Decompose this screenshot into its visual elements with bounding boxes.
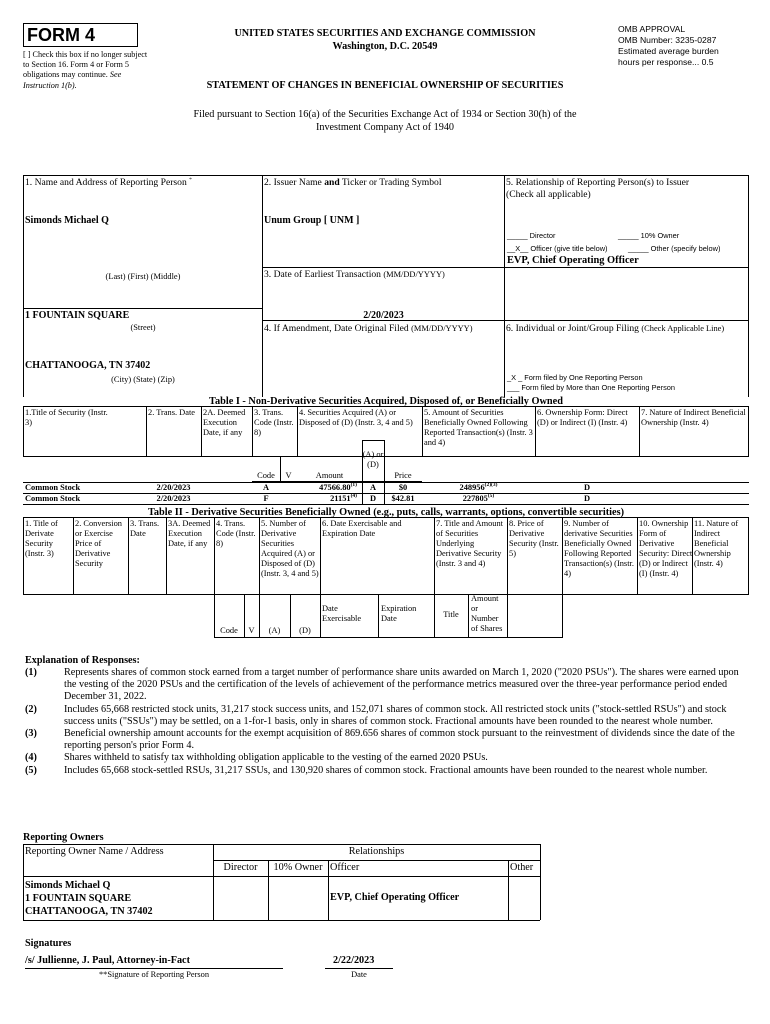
table2-title: Table II - Derivative Securities Beneficially Owned (e.g., puts, calls, warrants, options, convertible securities): [147, 507, 625, 518]
owners-col-officer: Officer: [330, 862, 360, 873]
signer-label: **Signature of Reporting Person: [98, 970, 210, 979]
t1-sub-ad: (A) or (D): [362, 450, 384, 469]
t2-col-price: 8. Price of Derivative Security (Instr. 5): [509, 519, 559, 558]
reporting-owners-title: Reporting Owners: [23, 832, 104, 843]
t2-col-trans-code: 4. Trans. Code (Instr. 8): [216, 519, 256, 548]
owners-col-director: Director: [223, 862, 258, 873]
t2-sub-d: (D): [299, 626, 311, 635]
table1-title: Table I - Non-Derivative Securities Acquired, Disposed of, or Beneficially Owned: [209, 396, 563, 407]
owner-officer-title: EVP, Chief Operating Officer: [330, 892, 460, 903]
t2-col-underlying: 7. Title and Amount of Securities Underlying Derivative Security (Instr. 3 and 4): [436, 519, 504, 568]
list-item: (1) Represents shares of common stock earned from a target number of performance share units awarded on March 1, 2020 ("2020 PSUs"). The shares were earned upon the vesting of the 2020 PSUs and the certification of the levels of achievement of the performance metrics measured over the three-year performance period ended December 31, 2022.: [25, 667, 739, 703]
owner-address: Simonds Michael Q 1 FOUNTAIN SQUARE CHATTANOOGA, TN 37402: [25, 880, 153, 917]
t2-col-trans-date: 3. Trans. Date: [130, 519, 160, 538]
t2-col-ownership-form: 10. Ownership Form of Derivative Security: Direct (D) or Indirect (I) (Instr. 4): [639, 519, 693, 578]
owners-col-name: Reporting Owner Name / Address: [25, 846, 164, 857]
t2-sub-amount: Amount or Number of Shares: [471, 594, 503, 633]
omb-approval: OMB APPROVAL OMB Number: 3235-0287 Estimated average burden hours per response... 0.5: [618, 24, 719, 67]
t2-sub-a: (A): [268, 626, 281, 635]
date-label: Date: [351, 970, 367, 979]
explanation-list: [25, 667, 750, 777]
t1-col-nature: 7. Nature of Indirect Beneficial Ownership (Instr. 4): [641, 408, 746, 427]
box2-label: 2. Issuer Name and Ticker or Trading Symbol: [264, 177, 442, 188]
t2-col-deemed-date: 3A. Deemed Execution Date, if any: [168, 519, 211, 548]
list-item: (4) Shares withheld to satisfy tax withholding obligation applicable to the vesting of the earned 2020 PSUs.: [25, 752, 488, 764]
t2-col-number: 5. Number of Derivative Securities Acquired (A) or Disposed of (D) (Instr. 3, 4 and 5): [261, 519, 319, 578]
t2-col-nature: 11. Nature of Indirect Beneficial Ownership (Instr. 4): [694, 519, 739, 568]
t2-sub-exercisable: Date Exercisable: [322, 604, 362, 623]
t1-col-trans-date: 2. Trans. Date: [148, 408, 195, 417]
t1-col-amount-owned: 5. Amount of Securities Beneficially Owned Following Reported Transaction(s) (Instr. 3 and 4): [424, 408, 533, 447]
t1-col-deemed-date: 2A. Deemed Execution Date, if any: [203, 408, 246, 437]
reporting-person-city: CHATTANOOGA, TN 37402: [25, 360, 151, 371]
t1-col-trans-code: 3. Trans. Code (Instr. 8): [254, 408, 294, 437]
t1-sub-code: Code: [257, 471, 275, 480]
signature-date: 2/22/2023: [333, 955, 375, 966]
t1-col-title: 1.Title of Security (Instr. 3): [25, 408, 108, 427]
list-item: (2) Includes 65,668 restricted stock units, 31,217 stock success units, and 152,071 shares of common stock. All restricted stock units ("stock-settled RSUs") and stock success units ("SSUs") may be settled, on a 1-for-1 basis, only in shares of common stock. Fractional amounts have been rounded to the nearest whole number.: [25, 703, 727, 727]
officer-option: __X__ Officer (give title below): [507, 244, 608, 253]
t1-col-ownership-form: 6. Ownership Form: Direct (D) or Indirect (I) (Instr. 4): [537, 408, 628, 427]
t1-sub-v: V: [285, 471, 292, 480]
t1-col-securities: 4. Securities Acquired (A) or Disposed of (D) (Instr. 3, 4 and 5): [299, 408, 413, 427]
filing-option-multiple: ___ Form filed by More than One Reporting Person: [507, 383, 676, 392]
agency-city: Washington, D.C. 20549: [332, 41, 438, 52]
box1-label: 1. Name and Address of Reporting Person *: [25, 176, 192, 188]
t2-col-title: 1. Title of Derivate Security (Instr. 3): [25, 519, 58, 558]
t2-sub-expiration: Expiration Date: [381, 604, 417, 623]
ten-percent-option: _____ 10% Owner: [618, 231, 680, 240]
t1-sub-amount: Amount: [315, 471, 344, 480]
issuer-name: Unum Group [ UNM ]: [264, 215, 360, 226]
t2-sub-title: Title: [443, 610, 459, 619]
statement-title: STATEMENT OF CHANGES IN BENEFICIAL OWNERSHIP OF SECURITIES: [206, 80, 564, 91]
t1-sub-price: Price: [394, 471, 412, 480]
checkbox-note: [ ] Check this box if no longer subject to Section 16. Form 4 or Form 5 obligations may continue. See Instruction 1(b).: [23, 50, 148, 90]
agency-name: UNITED STATES SECURITIES AND EXCHANGE COMMISSION: [234, 28, 536, 39]
t2-sub-code: Code: [220, 626, 238, 635]
list-item: (3) Beneficial ownership amount accounts for the exempt acquisition of 869.656 shares of common stock pursuant to the reinvestment of dividends since the date of the reporting person's prior Form 4.: [25, 728, 735, 752]
form-title-box: [23, 23, 138, 47]
owners-col-other: Other: [510, 862, 534, 873]
t2-sub-v: V: [248, 626, 255, 635]
name-parts-label: (Last) (First) (Middle): [105, 272, 181, 281]
box3-label: 3. Date of Earliest Transaction (MM/DD/YYYY): [264, 269, 445, 280]
reporting-person-name: Simonds Michael Q: [25, 215, 109, 226]
t2-col-number-owned: 9. Number of derivative Securities Beneficially Owned Following Reported Transaction(s) (Instr. 4): [564, 519, 634, 578]
box4-label: 4. If Amendment, Date Original Filed (MM/DD/YYYY): [264, 323, 473, 334]
signatures-title: Signatures: [25, 938, 72, 949]
director-option: _____ Director: [507, 231, 556, 240]
box5-label: 5. Relationship of Reporting Person(s) to Issuer (Check all applicable): [506, 177, 690, 200]
owners-col-10pct: 10% Owner: [273, 862, 323, 873]
other-option: _____ Other (specify below): [628, 244, 721, 253]
reporting-person-street: 1 FOUNTAIN SQUARE: [25, 310, 130, 321]
filed-pursuant: Filed pursuant to Section 16(a) of the Securities Exchange Act of 1934 or Section 30(h) of the Investment Company Act of 1940: [193, 109, 577, 133]
earliest-transaction-date: 2/20/2023: [363, 310, 404, 321]
form-title: FORM 4: [27, 25, 96, 45]
see-instruction: See Instruction 1(b).: [23, 70, 122, 90]
t2-col-exercisable: 6. Date Exercisable and Expiration Date: [322, 519, 402, 538]
list-item: (5) Includes 65,668 stock-settled RSUs, 31,217 SSUs, and 130,920 shares of common stock. Fractional amounts have been rounded to the nearest whole number.: [25, 764, 708, 776]
filing-option-one: _X _ Form filed by One Reporting Person: [507, 373, 643, 382]
box6-label: 6. Individual or Joint/Group Filing (Check Applicable Line): [506, 323, 725, 334]
t2-col-conversion: 2. Conversion or Exercise Price of Derivative Security: [75, 519, 122, 568]
street-label: (Street): [130, 323, 156, 332]
signer-name: /s/ Jullienne, J. Paul, Attorney-in-Fact: [25, 955, 190, 966]
city-label: (City) (State) (Zip): [111, 375, 175, 384]
officer-title: EVP, Chief Operating Officer: [507, 255, 639, 266]
explanation-title: Explanation of Responses:: [25, 655, 140, 666]
owners-col-relationships: Relationships: [348, 846, 405, 857]
